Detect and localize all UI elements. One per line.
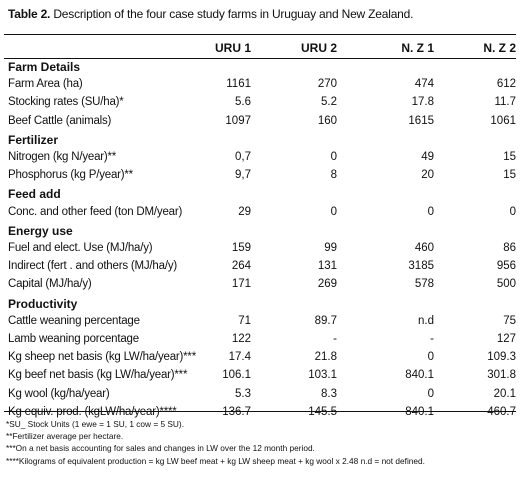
row-label: Cattle weaning percentage xyxy=(8,314,140,327)
table-caption-text: Description of the four case study farms in Uruguay and New Zealand. xyxy=(50,7,414,21)
column-header-nz1: N. Z 1 xyxy=(401,41,434,55)
table-cell: 0,7 xyxy=(235,151,251,163)
table-cell: 71 xyxy=(238,314,251,327)
table-cell: 612 xyxy=(496,78,516,91)
section-title: Fertilizer xyxy=(8,132,59,147)
table-cell: 8 xyxy=(330,169,337,182)
table-cell: 89.7 xyxy=(314,314,337,327)
table-cell: 99 xyxy=(324,242,337,254)
column-header-uru2: URU 2 xyxy=(300,41,337,55)
row-label: Farm Area (ha) xyxy=(8,78,83,91)
table-cell: 0 xyxy=(330,205,337,218)
table-cell: 1097 xyxy=(225,114,251,127)
table-caption xyxy=(8,7,413,21)
table-caption-label: Table 2. xyxy=(8,7,51,21)
table-cell: 29 xyxy=(238,205,251,218)
table-cell: 1061 xyxy=(490,114,516,127)
table-cell: 9,7 xyxy=(235,169,251,182)
table-cell: 8.3 xyxy=(321,387,337,400)
row-label: Kg sheep net basis (kg LW/ha/year)*** xyxy=(8,351,196,364)
table-cell: 49 xyxy=(421,151,434,163)
table-cell: 270 xyxy=(317,78,337,91)
section-title: Energy use xyxy=(8,223,73,238)
table-cell: 106.1 xyxy=(222,369,251,382)
table-cell: 5.2 xyxy=(321,96,337,109)
table-cell: 160 xyxy=(317,114,337,127)
table-cell: 75 xyxy=(503,314,516,327)
table-cell: 122 xyxy=(231,333,251,345)
column-header-uru1: URU 1 xyxy=(214,41,251,55)
table-cell: 956 xyxy=(496,260,516,273)
table-cell: 0 xyxy=(427,351,434,364)
table-cell: 5.3 xyxy=(235,387,251,400)
row-label: Beef Cattle (animals) xyxy=(8,114,112,127)
table-cell: 21.8 xyxy=(314,351,337,364)
table-cell: - xyxy=(430,333,434,345)
table-cell: 109.3 xyxy=(487,351,516,364)
table-cell: 145.5 xyxy=(308,405,337,418)
table-cell: 20.1 xyxy=(493,387,516,400)
table-cell: 1161 xyxy=(226,78,251,91)
table-cell: 264 xyxy=(231,260,251,273)
table-cell: n.d xyxy=(418,314,434,327)
row-label: Lamb weaning porcentage xyxy=(8,333,139,345)
table-cell: 0 xyxy=(427,387,434,400)
table-cell: 17.4 xyxy=(228,351,251,364)
section-title: Farm Details xyxy=(8,60,81,74)
section-title: Feed add xyxy=(8,187,61,202)
table-cell: - xyxy=(333,333,337,345)
row-label: Indirect (fert . and others (MJ/ha/y) xyxy=(8,260,177,273)
table-cell: 500 xyxy=(496,278,516,291)
table-cell: 15 xyxy=(503,151,516,163)
table-cell: 0 xyxy=(427,205,434,218)
table-cell: 127 xyxy=(496,333,516,345)
footnote: *SU_ Stock Units (1 ewe = 1 SU, 1 cow = 5 SU). xyxy=(6,419,184,429)
table-cell: 460.7 xyxy=(487,405,516,418)
table-cell: 269 xyxy=(317,278,337,291)
row-label: Kg equiv. prod. (kgLW/ha/year)**** xyxy=(8,405,177,418)
top-rule xyxy=(4,34,516,35)
section-title: Productivity xyxy=(8,296,78,311)
table-cell: 474 xyxy=(414,78,434,91)
table-cell: 136.7 xyxy=(222,405,251,418)
table-cell: 460 xyxy=(414,242,434,254)
table-cell: 15 xyxy=(503,169,516,182)
row-label: Fuel and elect. Use (MJ/ha/y) xyxy=(8,242,153,254)
table-cell: 17.8 xyxy=(411,96,434,109)
row-label: Nitrogen (kg N/year)** xyxy=(8,151,117,163)
header-rule xyxy=(4,58,516,59)
row-label: Kg wool (kg/ha/year) xyxy=(8,387,110,400)
row-label: Phosphorus (kg P/year)** xyxy=(8,169,133,182)
table-cell: 20 xyxy=(421,169,434,182)
footnote: ****Kilograms of equivalent production = kg LW beef meat + kg LW sheep meat + kg wool x 2.48 n.d = not defined. xyxy=(6,455,425,466)
column-header-nz2: N. Z 2 xyxy=(483,41,516,55)
table-cell: 103.1 xyxy=(308,369,337,382)
table-cell: 0 xyxy=(330,151,337,163)
table-cell: 131 xyxy=(317,260,337,273)
footnote: **Fertilizer average per hectare. xyxy=(6,431,124,442)
table-cell: 0 xyxy=(509,205,516,218)
row-label: Stocking rates (SU/ha)* xyxy=(8,96,124,109)
table-cell: 159 xyxy=(231,242,251,254)
row-label: Kg beef net basis (kg LW/ha/year)*** xyxy=(8,369,188,382)
table-cell: 578 xyxy=(414,278,434,291)
table-cell: 1615 xyxy=(408,114,434,127)
table-cell: 86 xyxy=(503,242,516,254)
table-cell: 840.1 xyxy=(405,369,434,382)
table-cell: 840.1 xyxy=(405,405,434,418)
row-label: Capital (MJ/ha/y) xyxy=(8,278,92,291)
table-cell: 11.7 xyxy=(494,96,516,109)
footnote: ***On a net basis accounting for sales and changes in LW over the 12 month period. xyxy=(6,443,315,454)
table-cell: 5.6 xyxy=(235,96,251,109)
table-cell: 171 xyxy=(231,278,251,291)
footnotes xyxy=(6,418,425,467)
row-label: Conc. and other feed (ton DM/year) xyxy=(8,205,183,218)
table-cell: 3185 xyxy=(408,260,434,273)
table-cell: 301.8 xyxy=(487,369,516,382)
